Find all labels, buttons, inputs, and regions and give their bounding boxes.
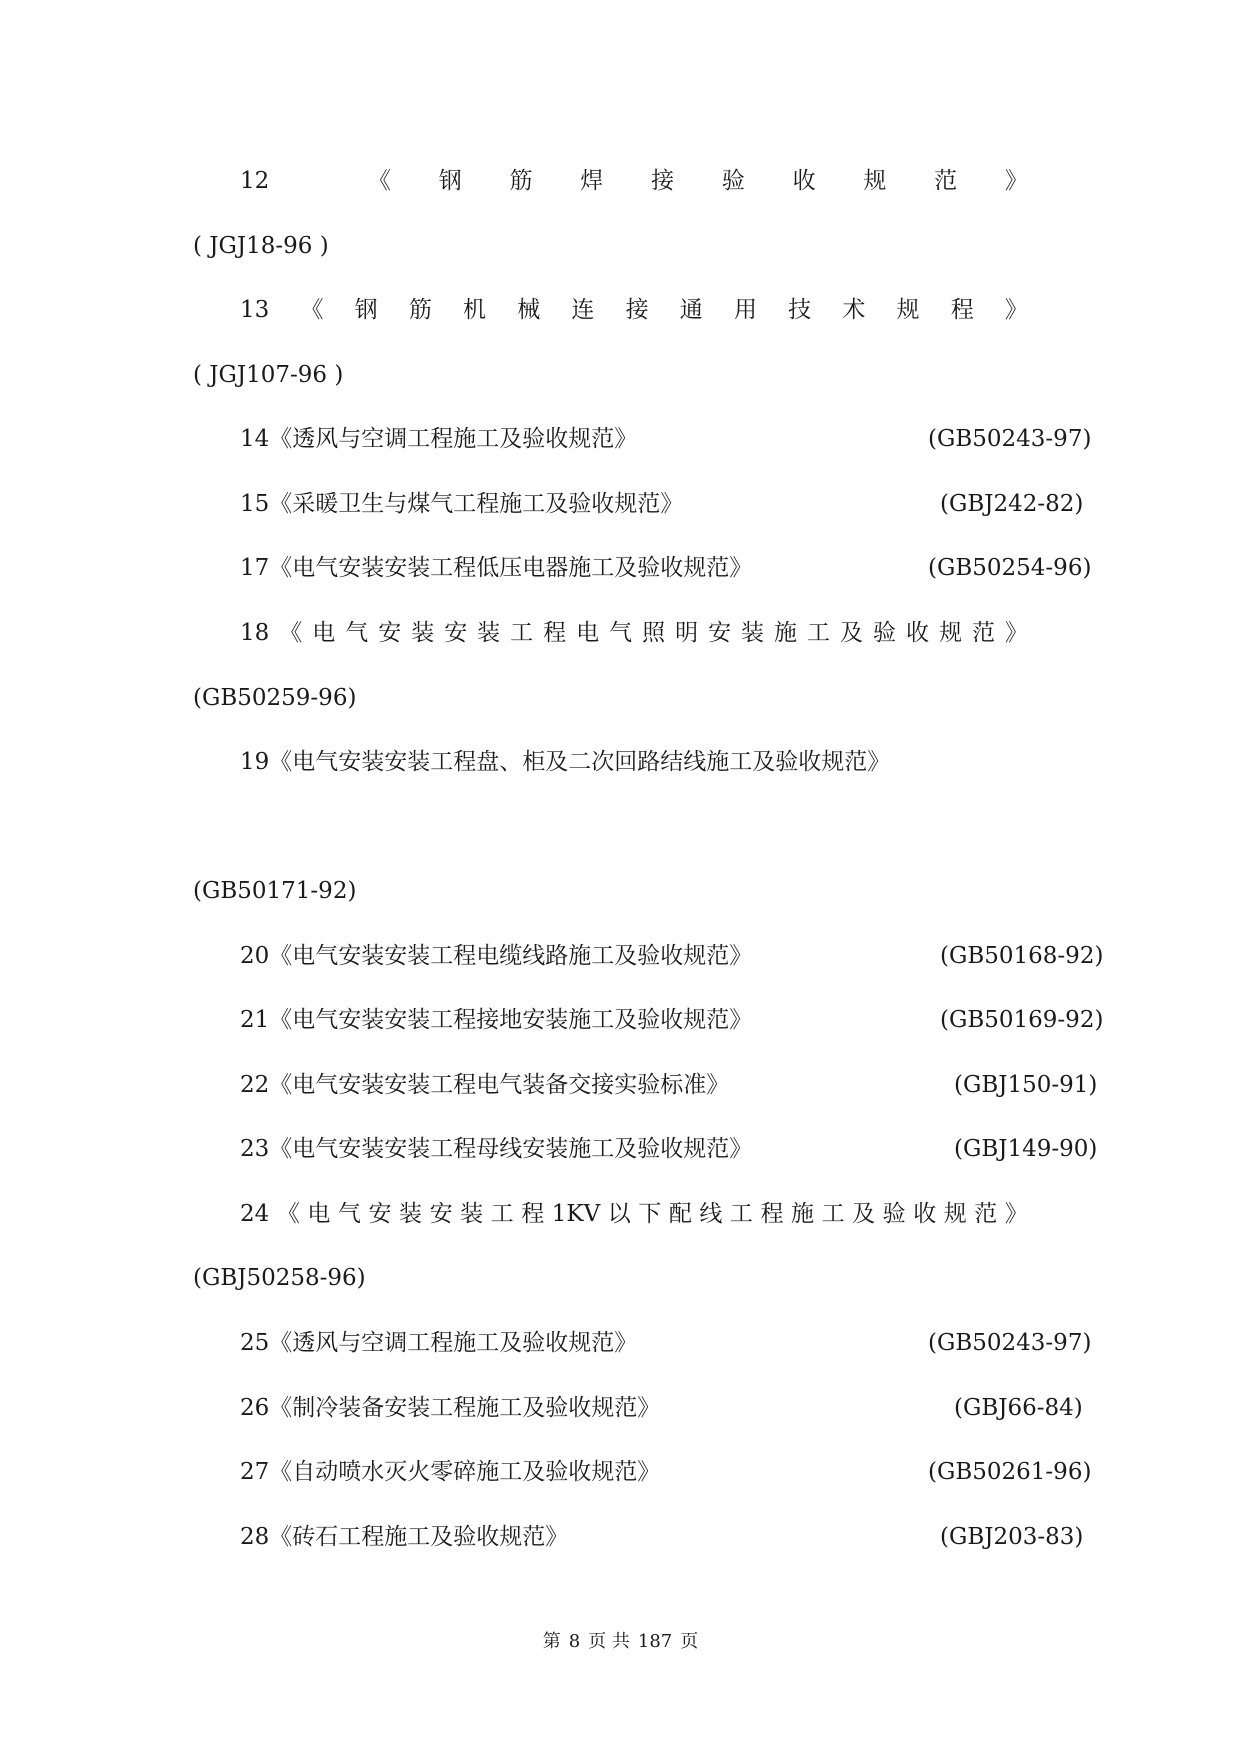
title-char: 钢 <box>354 297 378 323</box>
title-char: 电 <box>576 620 600 646</box>
standard-24-code: (GBJ50258-96) <box>193 1265 366 1291</box>
standard-12-number: 12 <box>240 168 270 194</box>
standard-23-code: (GBJ149-90) <box>954 1136 1098 1162</box>
title-char: 气 <box>345 620 369 646</box>
standard-14-title: 14《透风与空调工程施工及验收规范》 <box>240 426 638 452</box>
standard-13-title <box>240 295 1028 325</box>
title-char: 收 <box>913 1201 937 1227</box>
standard-26-code: (GBJ66-84) <box>954 1395 1083 1421</box>
standard-19-code: (GB50171-92) <box>193 878 357 904</box>
title-char: 规 <box>896 297 920 323</box>
title-char: 接 <box>625 297 649 323</box>
title-char: 装 <box>399 1201 423 1227</box>
title-char: 工 <box>821 1201 845 1227</box>
standard-21-code: (GB50169-92) <box>940 1007 1104 1033</box>
title-char: 装 <box>477 620 501 646</box>
title-char: 1KV <box>551 1201 601 1227</box>
title-char: 气 <box>337 1201 361 1227</box>
title-char: 》 <box>1004 168 1028 194</box>
title-char: 《 <box>279 620 303 646</box>
title-char: 程 <box>543 620 567 646</box>
title-char: 规 <box>943 1201 967 1227</box>
standard-14-code: (GB50243-97) <box>928 426 1092 452</box>
title-char: 钢 <box>438 168 462 194</box>
standard-18-code: (GB50259-96) <box>193 685 357 711</box>
title-char: 装 <box>741 620 765 646</box>
footer-mid: 页 共 <box>588 1631 630 1652</box>
title-char: 装 <box>460 1201 484 1227</box>
standard-28-code: (GBJ203-83) <box>940 1524 1084 1550</box>
title-char: 验 <box>721 168 745 194</box>
standard-15-code: (GBJ242-82) <box>940 491 1084 517</box>
title-char: 安 <box>368 1201 392 1227</box>
standard-26-title: 26《制冷装备安装工程施工及验收规范》 <box>240 1395 661 1421</box>
standard-19-title: 19《电气安装安装工程盘、柜及二次回路结线施工及验收规范》 <box>240 749 891 775</box>
title-char: 安 <box>378 620 402 646</box>
standard-25-code: (GB50243-97) <box>928 1330 1092 1356</box>
title-char: 》 <box>1004 1201 1028 1227</box>
title-char: 筋 <box>509 168 533 194</box>
footer-suffix: 页 <box>680 1631 699 1652</box>
standard-18-title <box>240 618 1028 648</box>
footer-page-number: 8 <box>568 1631 581 1652</box>
title-char: 工 <box>510 620 534 646</box>
title-char: 《 <box>276 1201 300 1227</box>
footer-total-pages: 187 <box>637 1631 673 1652</box>
title-char: 《 <box>368 168 391 194</box>
title-char: 程 <box>760 1201 784 1227</box>
standard-27-code: (GB50261-96) <box>928 1459 1092 1485</box>
standard-12-code: ( JGJ18-96 ) <box>193 233 329 259</box>
standard-21-title: 21《电气安装安装工程接地安装施工及验收规范》 <box>240 1007 753 1033</box>
title-char: 安 <box>444 620 468 646</box>
title-char: 范 <box>971 620 995 646</box>
title-char: 安 <box>429 1201 453 1227</box>
title-char: 及 <box>852 1201 876 1227</box>
title-char: 验 <box>882 1201 906 1227</box>
standard-17-code: (GB50254-96) <box>928 555 1092 581</box>
title-char: 24 <box>240 1201 270 1227</box>
title-char: 13 <box>240 297 270 323</box>
title-char: 工 <box>807 620 831 646</box>
title-char: 规 <box>938 620 962 646</box>
title-char: 收 <box>792 168 816 194</box>
title-char: 明 <box>675 620 699 646</box>
title-char: 筋 <box>408 297 432 323</box>
standard-28-title: 28《砖石工程施工及验收规范》 <box>240 1524 569 1550</box>
standard-20-code: (GB50168-92) <box>940 943 1104 969</box>
page-footer <box>0 1630 1241 1654</box>
title-char: 程 <box>521 1201 545 1227</box>
title-char: 及 <box>840 620 863 646</box>
title-char: 范 <box>974 1201 998 1227</box>
standard-13-code: ( JGJ107-96 ) <box>193 362 344 388</box>
title-char: 下 <box>638 1201 662 1227</box>
title-char: 械 <box>517 297 541 323</box>
title-char: 通 <box>679 297 703 323</box>
title-char: 术 <box>842 297 866 323</box>
title-char: 施 <box>774 620 798 646</box>
title-char: 电 <box>307 1201 331 1227</box>
title-char: 焊 <box>580 168 604 194</box>
title-char: 工 <box>729 1201 753 1227</box>
title-char: 验 <box>872 620 896 646</box>
standard-15-title: 15《采暖卫生与煤气工程施工及验收规范》 <box>240 491 684 517</box>
title-char: 以 <box>607 1201 631 1227</box>
standard-22-code: (GBJ150-91) <box>954 1072 1098 1098</box>
standard-17-title: 17《电气安装安装工程低压电器施工及验收规范》 <box>240 555 753 581</box>
title-char: 气 <box>609 620 633 646</box>
title-char: 程 <box>950 297 974 323</box>
title-char: 线 <box>699 1201 723 1227</box>
title-char: 规 <box>863 168 887 194</box>
standard-24-title <box>240 1199 1028 1229</box>
title-char: 连 <box>571 297 595 323</box>
standard-23-title: 23《电气安装安装工程母线安装施工及验收规范》 <box>240 1136 753 1162</box>
title-char: 机 <box>463 297 487 323</box>
title-char: 收 <box>905 620 929 646</box>
title-char: 18 <box>240 620 270 646</box>
title-char: 范 <box>934 168 958 194</box>
title-char: 接 <box>651 168 675 194</box>
title-char: 配 <box>668 1201 692 1227</box>
title-char: 》 <box>1004 620 1028 646</box>
title-char: 照 <box>642 620 666 646</box>
standard-25-title: 25《透风与空调工程施工及验收规范》 <box>240 1330 638 1356</box>
title-char: 安 <box>708 620 732 646</box>
title-char: 装 <box>411 620 435 646</box>
standard-22-title: 22《电气安装安装工程电气装备交接实验标准》 <box>240 1072 730 1098</box>
title-char: 电 <box>312 620 336 646</box>
title-char: 工 <box>490 1201 514 1227</box>
title-char: 施 <box>791 1201 815 1227</box>
footer-prefix: 第 <box>542 1631 561 1652</box>
title-char: 》 <box>1004 297 1028 323</box>
title-char: 用 <box>733 297 757 323</box>
title-char: 技 <box>788 297 812 323</box>
standard-27-title: 27《自动喷水灭火零碎施工及验收规范》 <box>240 1459 661 1485</box>
title-char: 《 <box>300 297 324 323</box>
standard-12-title <box>368 166 1028 196</box>
standard-20-title: 20《电气安装安装工程电缆线路施工及验收规范》 <box>240 943 753 969</box>
